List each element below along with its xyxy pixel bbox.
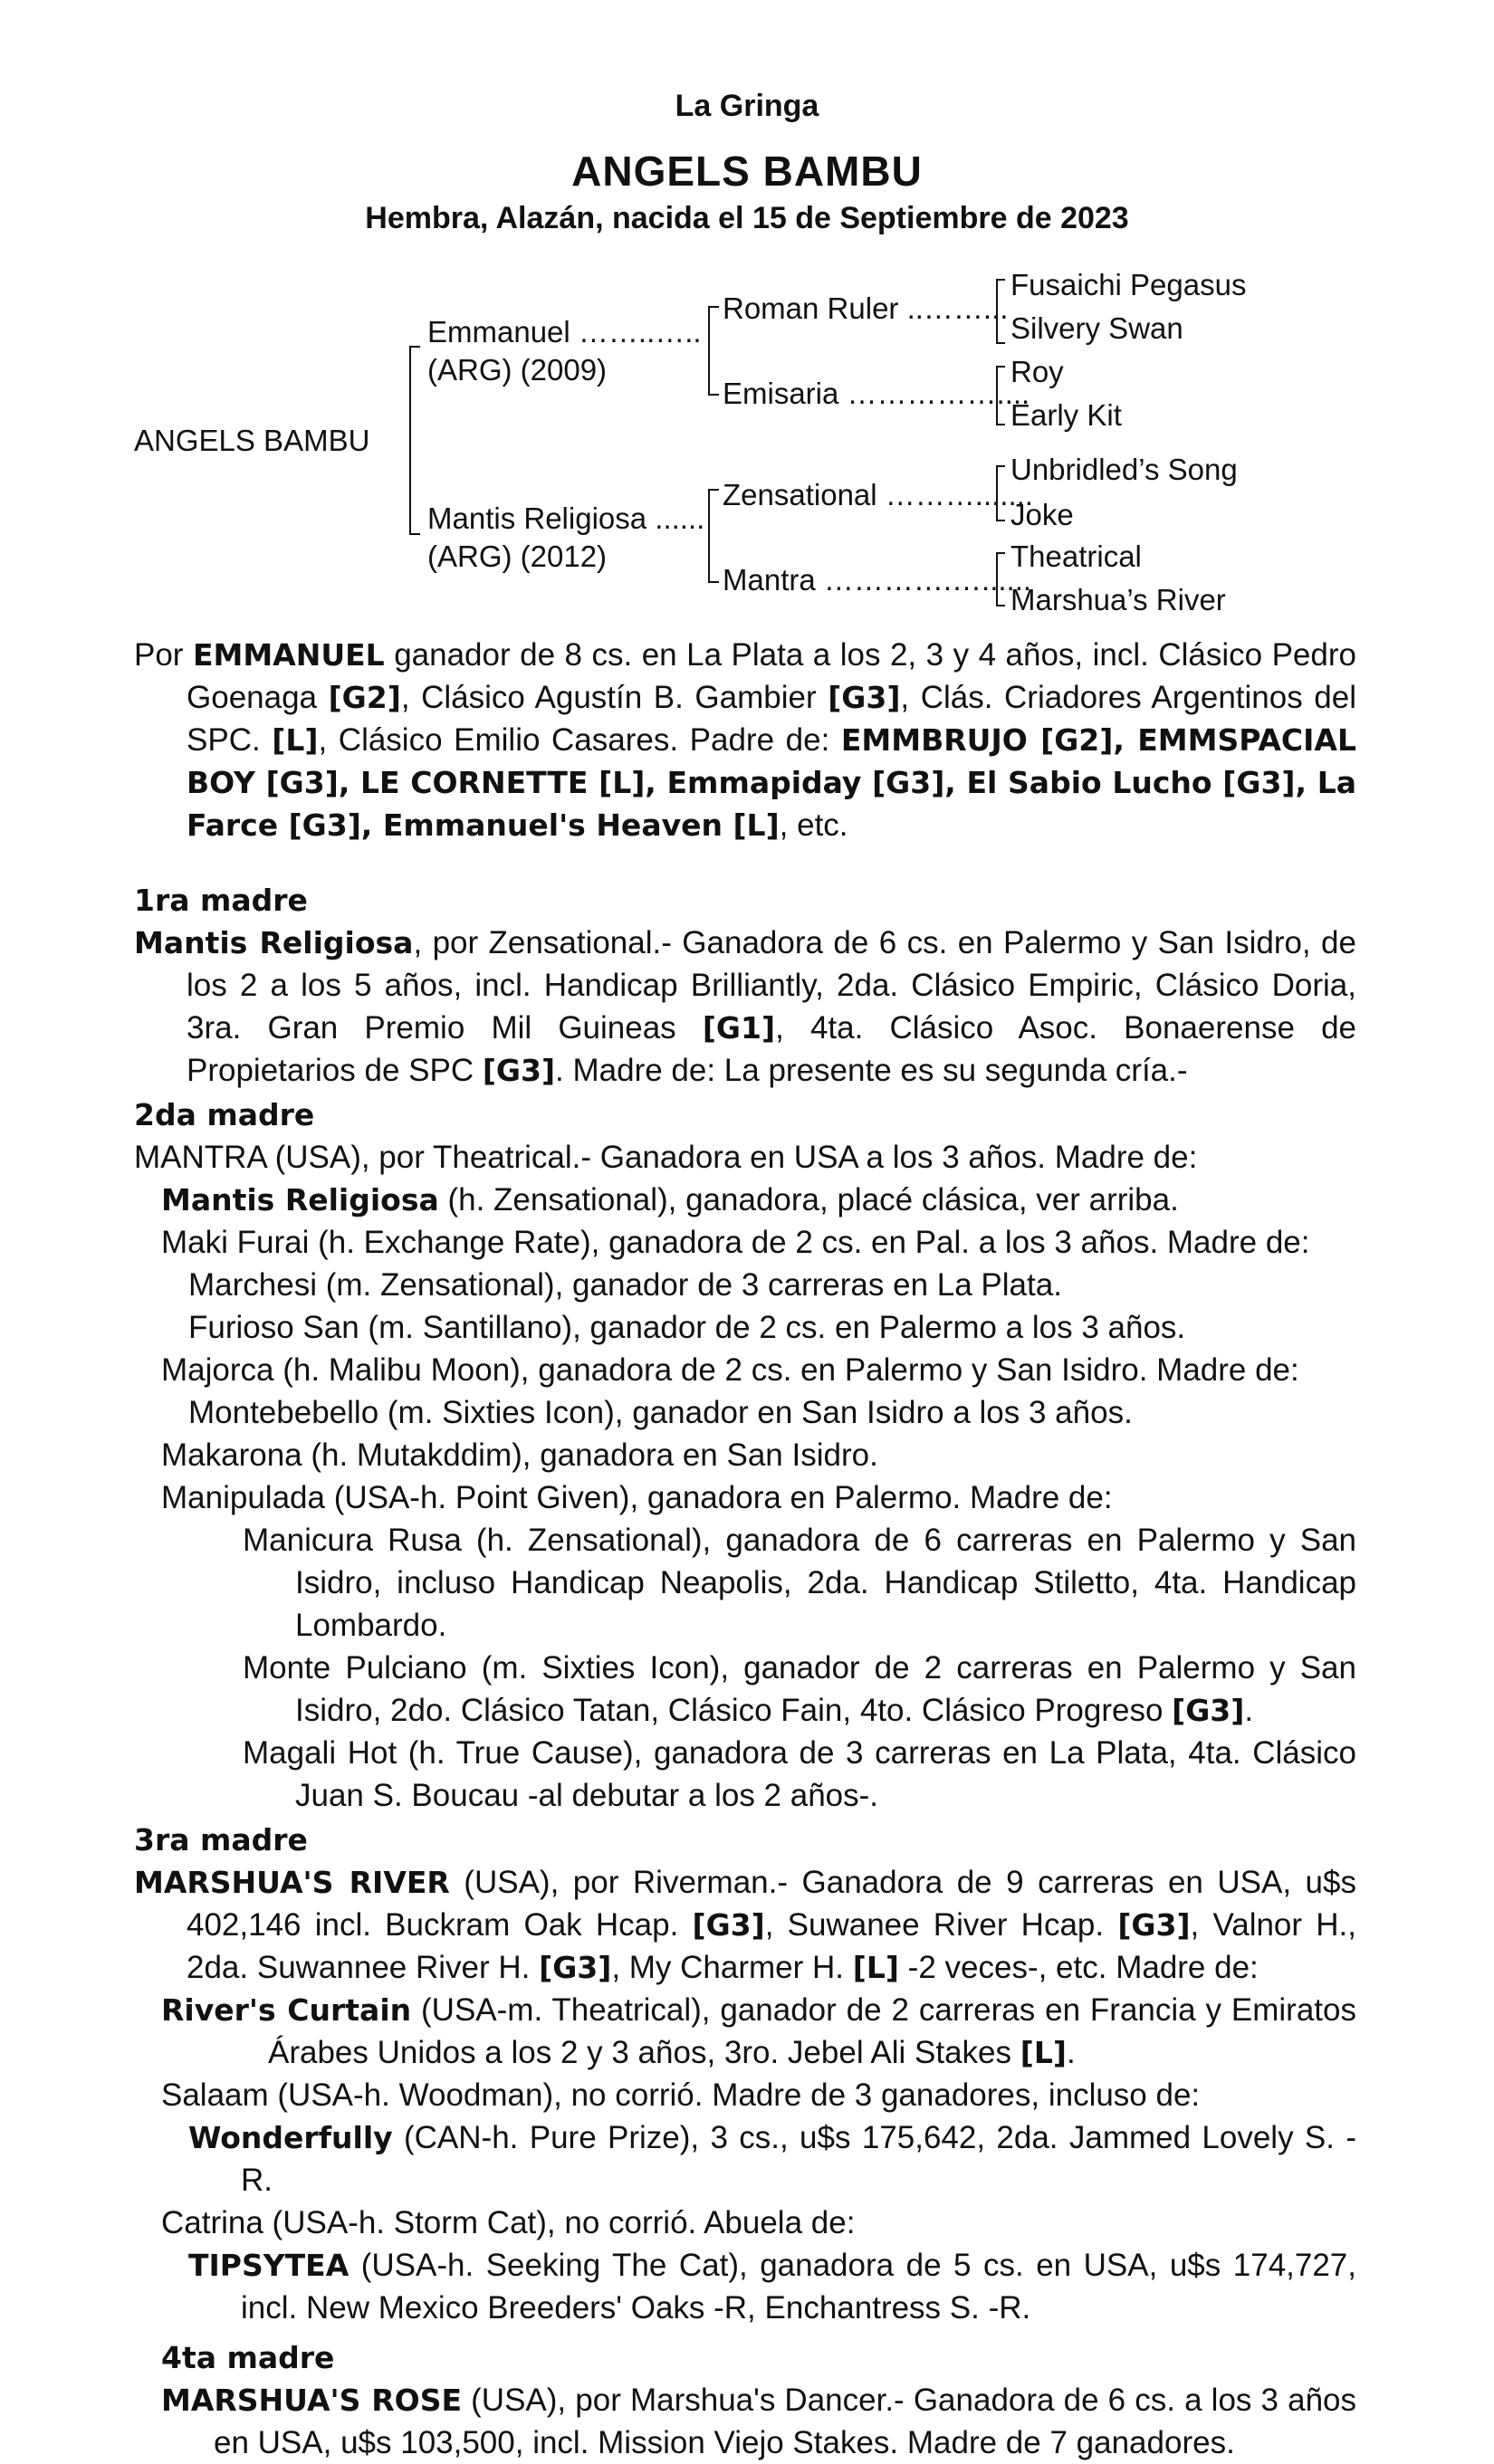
list-item: Manipulada (USA-h. Point Given), ganadora en Palermo. Madre de: (161, 1480, 1113, 1515)
second-dam-intro: MANTRA (USA), por Theatrical.- Ganadora en USA a los 3 años. Madre de: (134, 1140, 1198, 1175)
list-item: Magali Hot (h. True Cause), ganadora de 3 carreras en La Plata, 4ta. Clásico Juan S. Boucau -al debutar a los 2 años-. (243, 1735, 1356, 1813)
second-dam-heading: 2da madre (134, 1097, 315, 1132)
pedigree-bracket-sire (708, 306, 719, 396)
list-item: River's Curtain (USA-m. Theatrical), ganador de 2 carreras en Francia y Emiratos Árabes Unidos a los 2 y 3 años, 3ro. Jebel Ali Stakes [L]. (161, 1992, 1356, 2070)
sire-offspring: EMMBRUJO [G2], EMMSPACIAL BOY [G3], LE CORNETTE [L], Emmapiday [G3], El Sabio Lucho [G3], La Farce [G3], Emmanuel's Heaven [L] (187, 722, 1356, 843)
list-item: Furioso San (m. Santillano), ganador de 2 cs. en Palermo a los 3 años. (188, 1310, 1186, 1345)
pedigree-bracket-sd (996, 366, 1005, 425)
list-item: Monte Pulciano (m. Sixties Icon), ganador de 2 carreras en Palermo y San Isidro, 2do. Clásico Tatan, Clásico Fain, 4to. Clásico Progreso [G3]. (243, 1650, 1356, 1728)
third-dam-name: MARSHUA'S RIVER (134, 1865, 450, 1900)
pedigree-dd-sire: Theatrical (1010, 540, 1142, 573)
list-item: Montebebello (m. Sixties Icon), ganador en San Isidro a los 3 años. (188, 1395, 1133, 1430)
list-item: Mantis Religiosa (h. Zensational), ganadora, placé clásica, ver arriba. (161, 1182, 1179, 1218)
list-item: Manicura Rusa (h. Zensational), ganadora de 6 carreras en Palermo y San Isidro, incluso Handicap Neapolis, 2da. Handicap Stiletto, 4ta. Handicap Lombardo. (243, 1523, 1356, 1643)
pedigree-dam-sire: Zensational ………....... (723, 478, 1033, 511)
pedigree-notes (134, 634, 1356, 2464)
sire-paragraph: Por EMMANUEL ganador de 8 cs. en La Plata a los 2, 3 y 4 años, incl. Clásico Pedro Goenaga [G2], Clásico Agustín B. Gambier [G3], Clás. Criadores Argentinos del SPC. [L], Clásico Emilio Casares. Padre de: EMMBRUJO [G2], EMMSPACIAL BOY [G3], LE CORNETTE [L], Emmapiday [G3], El Sabio Lucho [G3], La Farce [G3], Emmanuel's Heaven [L], etc. (134, 637, 1357, 843)
pedigree-dam-dam: Mantra ………….…...... (723, 563, 1032, 597)
pedigree-subject: ANGELS BAMBU (134, 424, 370, 457)
horse-name: ANGELS BAMBU (571, 148, 923, 195)
pedigree-sire-dam: Emisaria …………….... (723, 377, 1030, 410)
pedigree-ss-sire: Fusaichi Pegasus (1010, 268, 1247, 301)
list-item: Majorca (h. Malibu Moon), ganadora de 2 cs. en Palermo y San Isidro. Madre de: (161, 1352, 1299, 1388)
first-dam-name: Mantis Religiosa (134, 925, 414, 960)
fourth-dam-paragraph: MARSHUA'S ROSE (USA), por Marshua's Dancer.- Ganadora de 6 cs. a los 3 años en USA, u$s 103,500, incl. Mission Viejo Stakes. Madre de 7 ganadores. (161, 2383, 1356, 2460)
fourth-dam-name: MARSHUA'S ROSE (161, 2383, 463, 2418)
pedigree-bracket-dam (708, 489, 719, 583)
list-item: Maki Furai (h. Exchange Rate), ganadora de 2 cs. en Pal. a los 3 años. Madre de: (161, 1225, 1310, 1260)
list-item: TIPSYTEA (USA-h. Seeking The Cat), ganadora de 5 cs. en USA, u$s 174,727, incl. New Mexico Breeders' Oaks -R, Enchantress S. -R. (188, 2248, 1356, 2326)
list-item: Marchesi (m. Zensational), ganador de 3 carreras en La Plata. (188, 1267, 1062, 1303)
pedigree-dam-origin: (ARG) (2012) (427, 540, 608, 573)
pedigree-bracket-dd (996, 552, 1005, 606)
list-item: Catrina (USA-h. Storm Cat), no corrió. Abuela de: (161, 2205, 856, 2240)
pedigree-sd-dam: Early Kit (1010, 398, 1122, 432)
pedigree-dam: Mantis Religiosa ...... (427, 501, 705, 535)
list-item: Salaam (USA-h. Woodman), no corrió. Madre de 3 ganadores, incluso de: (161, 2077, 1201, 2113)
third-dam-heading: 3ra madre (134, 1822, 308, 1858)
pedigree-sire-sire: Roman Ruler ..……... (723, 291, 1009, 325)
pedigree-ss-dam: Silvery Swan (1010, 311, 1183, 345)
pedigree-bracket-ss (996, 279, 1005, 344)
first-dam-paragraph: Mantis Religiosa, por Zensational.- Ganadora de 6 cs. en Palermo y San Isidro, de los 2 a los 5 años, incl. Handicap Brilliantly, 2da. Clásico Empiric, Clásico Doria, 3ra. Gran Premio Mil Guineas [G1], 4ta. Clásico Asoc. Bonaerense de Propietarios de SPC [G3]. Madre de: La presente es su segunda cría.- (134, 925, 1356, 1088)
first-dam-heading: 1ra madre (134, 883, 308, 918)
pedigree-bracket-ds (996, 465, 1005, 521)
pedigree-sire: Emmanuel ……..….. (427, 315, 702, 349)
farm-name: La Gringa (675, 89, 819, 123)
pedigree-bracket-gen1 (409, 346, 420, 535)
pedigree-dd-dam: Marshua’s River (1010, 583, 1226, 616)
pedigree-ds-dam: Joke (1010, 498, 1074, 531)
third-dam-paragraph: MARSHUA'S RIVER (USA), por Riverman.- Ganadora de 9 carreras en USA, u$s 402,146 incl. Buckram Oak Hcap. [G3], Suwanee River Hcap. [G3], Valnor H., 2da. Suwannee River H. [G3], My Charmer H. [L] -2 veces-, etc. Madre de: (134, 1865, 1356, 1985)
list-item: Makarona (h. Mutakddim), ganadora en San Isidro. (161, 1437, 878, 1473)
horse-description: Hembra, Alazán, nacida el 15 de Septiembre de 2023 (365, 201, 1129, 235)
sire-name: EMMANUEL (192, 637, 385, 673)
pedigree-sd-sire: Roy (1010, 355, 1064, 388)
list-item: Wonderfully (CAN-h. Pure Prize), 3 cs., u$s 175,642, 2da. Jammed Lovely S. -R. (188, 2120, 1356, 2198)
pedigree-ds-sire: Unbridled’s Song (1010, 453, 1238, 486)
pedigree-sire-origin: (ARG) (2009) (427, 353, 608, 387)
fourth-dam-heading: 4ta madre (161, 2340, 335, 2375)
